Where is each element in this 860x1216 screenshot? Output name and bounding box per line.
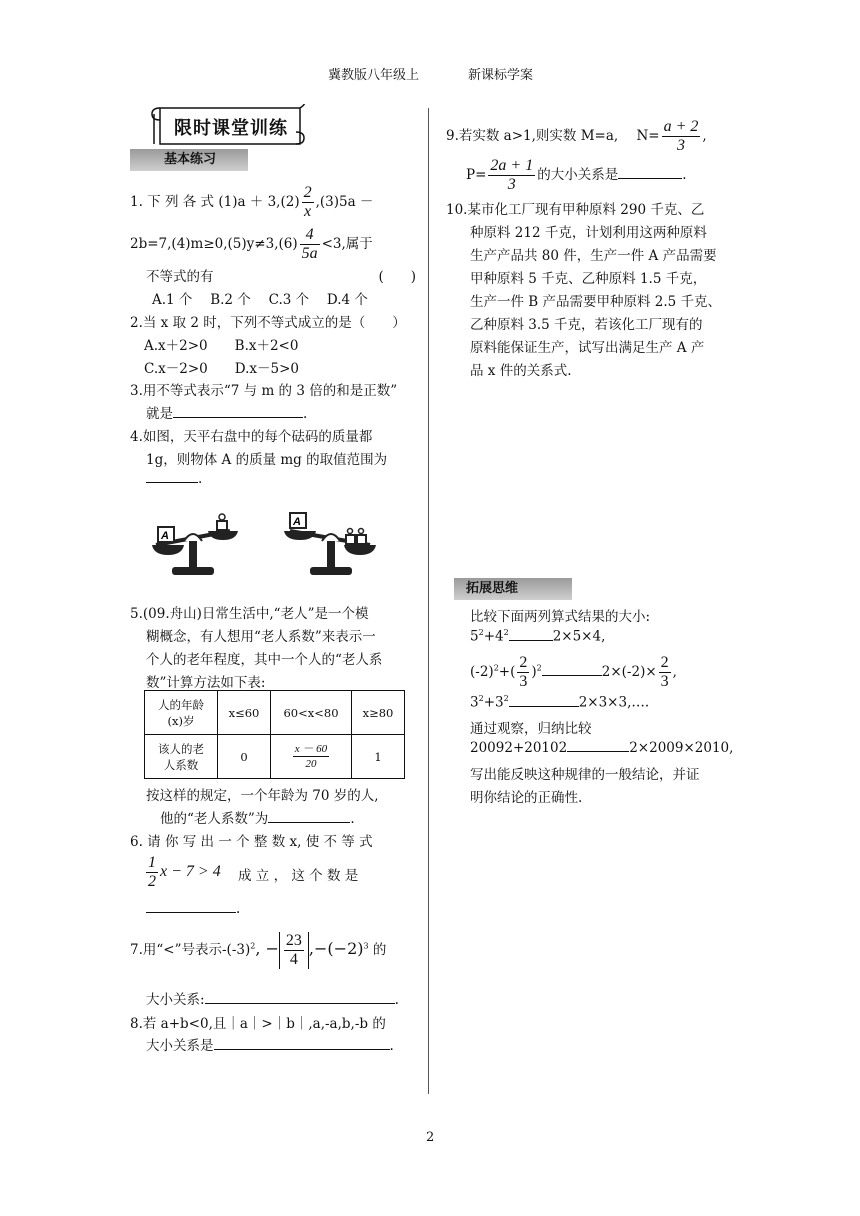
scale-label: A <box>293 516 301 528</box>
ext-line2 <box>470 628 605 645</box>
q9-fraction-p <box>488 157 535 194</box>
q1-text: ,(3)5a － <box>315 194 374 210</box>
column-divider <box>428 108 429 1094</box>
q5-line6: 他的“老人系数”为 . <box>160 811 355 827</box>
q1-text: 不等式的有 <box>146 269 214 285</box>
ext-text: 2×(-2)× <box>601 664 657 680</box>
answer-blank[interactable] <box>509 640 553 641</box>
q6-line2 <box>144 854 414 891</box>
table-row <box>145 691 405 735</box>
frac-num: 4 <box>300 226 320 245</box>
frac-num: a + 2 <box>663 118 699 135</box>
section-extend <box>454 578 572 600</box>
superscript: 3 <box>363 941 369 951</box>
q3-line2: 就是 . <box>146 406 308 422</box>
q5-line3: 个人的老年程度，其中一个人的“老人系 <box>146 652 383 668</box>
superscript: 2 <box>250 941 256 951</box>
table-cell: 60<x<80 <box>271 691 352 735</box>
section-basic-label: 基本练习 <box>164 152 217 167</box>
frac-den: 2 <box>148 873 156 890</box>
frac-den: 3 <box>677 137 685 154</box>
frac-den: x <box>304 203 312 220</box>
table-cell <box>145 691 218 735</box>
q3-text: 就是 <box>146 406 173 422</box>
ext-line7: 写出能反映这种规律的一般结论，并证 <box>470 767 700 783</box>
banner-title: 限时课堂训练 <box>174 118 288 139</box>
frac-num: 1 <box>148 854 156 871</box>
ext-text: 2×5×4, <box>552 628 606 645</box>
q1-text: <3,属于 <box>321 236 373 252</box>
q4-line1: 4.如图，天平右盘中的每个砝码的质量都 <box>130 429 373 445</box>
q9-text: 9.若实数 a>1,则实数 M=a, <box>446 128 619 144</box>
answer-blank[interactable] <box>173 417 303 418</box>
q9-text: N= <box>636 128 660 144</box>
superscript: 2 <box>493 663 499 673</box>
q1-options: A.1 个 B.2 个 C.3 个 D.4 个 <box>152 292 368 308</box>
q6-line1: 6. 请 你 写 出 一 个 整 数 x, 使 不 等 式 <box>130 834 373 850</box>
ext-text: 2×2009×2010, <box>629 740 734 756</box>
q10-line: 生产产品共 80 件，生产一件 A 产品需要 <box>470 248 717 264</box>
answer-blank[interactable] <box>214 1049 390 1050</box>
q2-stem: 2.当 x 取 2 时，下列不等式成立的是（ ） <box>130 315 406 331</box>
ext-text: 20092+20102 <box>470 740 568 756</box>
q6-expression: x − 7 > 4 <box>160 863 221 880</box>
ext-line6 <box>470 740 733 756</box>
frac-den: 20 <box>305 758 317 770</box>
superscript: 2 <box>478 694 484 703</box>
ext-fraction <box>517 654 529 691</box>
frac-den: 3 <box>507 176 516 193</box>
q2-options-ab: A.x＋2>0 B.x＋2<0 <box>144 338 299 354</box>
q6-line3: . <box>146 901 240 917</box>
superscript: 2 <box>503 628 509 637</box>
superscript: 2 <box>536 663 542 673</box>
ext-line5: 通过观察，归纳比较 <box>470 721 592 737</box>
q5-text: 他的“老人系数”为 <box>160 811 269 827</box>
q1-text: 2b=7,(4)m≥0,(5)y≠3,(6) <box>130 236 298 252</box>
cell-text: 该人的老 <box>158 741 204 756</box>
cell-text: 人系数 <box>163 757 199 772</box>
ext-text: +3 <box>483 694 504 711</box>
header-right: 新课标学案 <box>468 68 534 83</box>
frac-num: x － 60 <box>294 743 328 755</box>
q5-line4: 数”计算方法如下表: <box>146 675 266 691</box>
answer-bracket: ( ) <box>378 269 416 285</box>
ext-line1: 比较下面两列算式结果的大小: <box>470 609 651 625</box>
q2-options-cd: C.x－2>0 D.x－5>0 <box>144 361 299 377</box>
superscript: 2 <box>503 694 509 703</box>
q10-line: 乙种原料 3.5 千克，若该化工厂现有的 <box>470 317 703 333</box>
q6-text: 成 立 ， 这 个 数 是 <box>238 868 359 884</box>
answer-blank[interactable] <box>268 822 350 823</box>
q1-line2 <box>130 226 373 263</box>
q7-line2: 大小关系: . <box>146 992 399 1008</box>
q7-text: 的 <box>372 942 387 958</box>
answer-blank[interactable] <box>618 178 682 179</box>
ext-text: 5 <box>470 628 479 645</box>
q7-text: 大小关系: <box>146 992 205 1008</box>
balance-scale-icon <box>148 505 244 577</box>
ext-text: , <box>672 664 677 680</box>
frac-den: 4 <box>289 951 298 968</box>
ext-text: (-2) <box>470 664 494 680</box>
answer-blank[interactable] <box>567 751 629 752</box>
q1-line3 <box>146 265 416 285</box>
q8-text: 大小关系是 <box>146 1038 214 1054</box>
frac-num: 2 <box>303 184 312 201</box>
q6-fraction <box>146 854 158 891</box>
q1-fraction-b <box>300 226 320 263</box>
answer-blank[interactable] <box>542 675 602 676</box>
frac-den: 5a <box>301 245 318 262</box>
table-cell: 0 <box>218 735 271 779</box>
answer-blank[interactable] <box>205 1003 395 1004</box>
ext-text: +4 <box>483 628 504 645</box>
table-cell: 1 <box>352 735 405 779</box>
q9-text: P= <box>466 167 487 183</box>
page-number: 2 <box>426 1130 435 1145</box>
q9-line2: P= $\frac{2a + 1}{3}$ 的大小关系是 . <box>466 157 687 193</box>
ext-line3 <box>470 654 677 691</box>
q8-line2: 大小关系是 . <box>146 1038 394 1054</box>
scale-label: A <box>161 530 169 542</box>
q7-text: 7.用“<”号表示-(-3) <box>130 942 251 958</box>
q9-line1: 9.若实数 a>1,则实数 M=a, N= $\frac{a + 2}{3}$ , <box>446 118 707 154</box>
frac-num: 2a + 1 <box>490 157 534 174</box>
q9-fraction-n <box>662 118 701 155</box>
ext-text: 3 <box>470 694 479 711</box>
frac-den: 3 <box>660 673 669 690</box>
header-left: 冀教版八年级上 <box>328 68 420 83</box>
q1-text: 1. 下 列 各 式 (1)a ＋ 3,(2) <box>130 194 300 210</box>
q7-line1 <box>130 932 386 969</box>
table-cell <box>271 735 352 779</box>
frac-num: 2 <box>519 654 528 671</box>
ext-text: +( <box>498 664 516 680</box>
q4-line3: . <box>146 471 202 487</box>
q10-line: 种原料 212 千克，计划利用这两种原料 <box>470 225 707 241</box>
table-cell: x≤60 <box>218 691 271 735</box>
ext-text: 2×3×3,…. <box>578 694 650 711</box>
ext-line4 <box>470 694 649 711</box>
q5-line5: 按这样的规定，一个年龄为 70 岁的人, <box>146 788 379 804</box>
q10-line: 原料能保证生产，试写出满足生产 A 产 <box>470 340 705 356</box>
balance-scale-icon <box>282 505 378 577</box>
q10-line: 甲种原料 5 千克、乙种原料 1.5 千克， <box>470 271 707 287</box>
q7-fraction <box>284 932 304 969</box>
title-banner <box>150 104 306 146</box>
ext-line8: 明你结论的正确性. <box>470 790 583 806</box>
q4-line2: 1g，则物体 A 的质量 mg 的取值范围为 <box>146 452 388 468</box>
q7-text: ,−(−2) <box>308 939 364 958</box>
ext-text: ) <box>531 664 537 680</box>
table-cell <box>145 735 218 779</box>
q8-line1: 8.若 a+b<0,且｜a｜>｜b｜,a,-a,b,-b 的 <box>130 1016 386 1032</box>
answer-blank[interactable] <box>509 706 579 707</box>
section-basic <box>130 149 248 171</box>
cell-text: 人的年龄 <box>158 697 204 712</box>
table-cell: x≥80 <box>352 691 405 735</box>
q5-line1: 5.(09.舟山)日常生活中,“老人”是一个模 <box>130 606 369 622</box>
ext-fraction <box>659 654 671 691</box>
q10-line: 品 x 件的关系式. <box>470 363 572 379</box>
q10-line: 10.某市化工厂现有甲种原料 290 千克、乙 <box>446 202 705 218</box>
q5-line2: 糊概念，有人想用“老人系数”来表示一 <box>146 629 376 645</box>
q3-line1: 3.用不等式表示“7 与 m 的 3 倍的和是正数” <box>130 383 398 399</box>
absolute-value <box>279 932 309 969</box>
table-row <box>145 735 405 779</box>
q9-text: 的大小关系是 <box>537 167 619 183</box>
frac-num: 2 <box>660 654 669 671</box>
q10-line: 生产一件 B 产品需要甲种原料 2.5 千克、 <box>470 294 722 310</box>
q1-fraction-a <box>302 184 314 221</box>
frac-num: 23 <box>285 932 302 949</box>
elderly-coefficient-table <box>144 690 405 779</box>
section-extend-label: 拓展思维 <box>466 581 519 596</box>
answer-blank[interactable] <box>146 482 198 483</box>
q1-line1 <box>130 184 373 221</box>
answer-blank[interactable] <box>146 912 236 913</box>
superscript: 2 <box>478 628 484 637</box>
table-fraction <box>293 742 329 771</box>
q7-text: , − <box>255 939 279 958</box>
cell-text: (x)岁 <box>167 713 195 728</box>
frac-den: 3 <box>519 673 528 690</box>
